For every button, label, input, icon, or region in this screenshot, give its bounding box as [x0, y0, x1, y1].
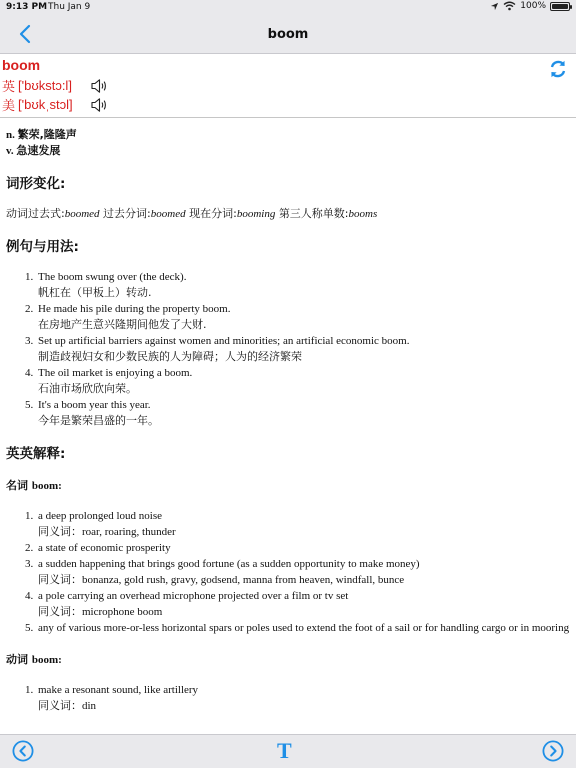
status-date: Thu Jan 9	[48, 2, 91, 12]
synonym-label: 同义词：	[38, 605, 82, 618]
synonym-words: bonanza, gold rush, gravy, godsend, manna from heaven, windfall, bunce	[82, 574, 405, 586]
definition-item	[36, 682, 570, 714]
form-value: booms	[348, 208, 378, 220]
location-icon	[490, 2, 499, 11]
definition-text: 1. make a resonant sound, like artillery	[38, 684, 199, 696]
example-item	[36, 269, 570, 301]
bottom-toolbar	[0, 734, 576, 768]
examples-list	[6, 269, 570, 429]
definition-text: 2. a state of economic prosperity	[38, 542, 171, 554]
form-label: 动词过去式:	[6, 207, 65, 220]
english-heading: 英英解释:	[6, 446, 66, 462]
examples-heading: 例句与用法:	[6, 239, 79, 255]
definition-text: 4. a pole carrying an overhead microphone projected over a film or tv set	[38, 590, 349, 602]
synonym-line	[38, 604, 570, 620]
uk-label: 英	[2, 79, 16, 94]
meaning-line	[6, 127, 570, 143]
example-cn: 今年是繁荣昌盛的一年。	[38, 414, 159, 427]
next-circle-icon[interactable]	[542, 740, 564, 762]
previous-circle-icon[interactable]	[12, 740, 34, 762]
noun-label-cn: 名词	[6, 479, 28, 492]
form-value: booming	[236, 208, 276, 220]
example-en: 2. He made his pile during the property boom.	[38, 303, 231, 315]
definition-item	[36, 588, 570, 620]
example-en: 1. The boom swung over (the deck).	[38, 271, 187, 283]
verb-definitions-list	[6, 682, 570, 714]
example-cn: 帆杠在（甲板上）转动.	[38, 286, 152, 299]
meaning-text: 繁荣,隆隆声	[17, 128, 77, 141]
synonym-label: 同义词：	[38, 573, 82, 586]
synonym-words: roar, roaring, thunder	[82, 526, 176, 538]
example-en: 4. The oil market is enjoying a boom.	[38, 367, 193, 379]
example-en: 5. It's a boom year this year.	[38, 399, 151, 411]
synonym-words: din	[82, 700, 97, 712]
example-item	[36, 301, 570, 333]
forms-heading: 词形变化:	[6, 176, 66, 192]
verb-subheading	[6, 652, 570, 668]
example-cn: 石油市场欣欣向荣。	[38, 382, 137, 395]
verb-label-en: boom:	[31, 654, 62, 666]
battery-icon	[550, 2, 570, 11]
status-bar	[0, 0, 576, 16]
example-cn: 制造歧视妇女和少数民族的人为障碍；人为的经济繁荣	[38, 350, 302, 363]
verb-label-cn: 动词	[6, 653, 28, 666]
status-time: 9:13 PM	[6, 2, 48, 12]
definition-item	[36, 508, 570, 540]
text-size-button[interactable]: T	[277, 738, 292, 763]
us-ipa: ['bʊkˌstɔl]	[18, 97, 73, 112]
nav-title: boom	[267, 27, 309, 42]
battery-fill	[552, 4, 568, 9]
form-label: 过去分词:	[103, 207, 151, 220]
us-pronunciation	[2, 95, 108, 114]
word-forms	[6, 206, 570, 222]
definition-item	[36, 556, 570, 588]
definition-text: 1. a deep prolonged loud noise	[38, 510, 163, 522]
example-item	[36, 397, 570, 429]
form-value: boomed	[64, 208, 100, 220]
form-label: 第三人称单数:	[278, 207, 349, 220]
speaker-icon[interactable]	[90, 78, 108, 94]
uk-pronunciation	[2, 76, 108, 95]
speaker-icon[interactable]	[90, 97, 108, 113]
word-header	[0, 55, 576, 118]
us-label: 美	[2, 98, 16, 113]
example-en: 3. Set up artificial barriers against women and minorities; an artificial economic boom.	[38, 335, 410, 347]
uk-ipa: ['bʊkstɔ:l]	[18, 78, 72, 93]
top-bar	[0, 0, 576, 54]
definition-item	[36, 540, 570, 556]
synonym-label: 同义词：	[38, 525, 82, 538]
meanings	[6, 127, 570, 159]
meaning-pos: v.	[6, 145, 14, 157]
definition-text: 5. any of various more-or-less horizontal spars or poles used to extend the foot of a sail or for handling cargo or in mooring	[38, 622, 570, 634]
meaning-pos: n.	[6, 129, 15, 141]
synonym-line	[38, 572, 570, 588]
synonym-line	[38, 698, 570, 714]
example-item	[36, 365, 570, 397]
meaning-line	[6, 143, 570, 159]
noun-definitions-list	[6, 508, 570, 636]
synonym-words: microphone boom	[82, 606, 163, 618]
synonym-label: 同义词：	[38, 699, 82, 712]
battery-percent: 100%	[520, 1, 546, 11]
form-label: 现在分词:	[189, 207, 237, 220]
form-value: boomed	[150, 208, 186, 220]
definition-text: 3. a sudden happening that brings good fortune (as a sudden opportunity to make money)	[38, 558, 420, 570]
noun-label-en: boom:	[31, 480, 62, 492]
status-right	[490, 1, 570, 11]
wifi-icon	[503, 1, 516, 11]
example-item	[36, 333, 570, 365]
refresh-icon[interactable]	[548, 59, 568, 79]
definition-content	[0, 119, 576, 734]
meaning-text: 急速发展	[16, 144, 61, 157]
headword: boom	[2, 57, 41, 73]
example-cn: 在房地产生意兴隆期间他发了大财.	[38, 318, 207, 331]
synonym-line	[38, 524, 570, 540]
definition-item	[36, 620, 570, 636]
noun-subheading	[6, 478, 570, 494]
